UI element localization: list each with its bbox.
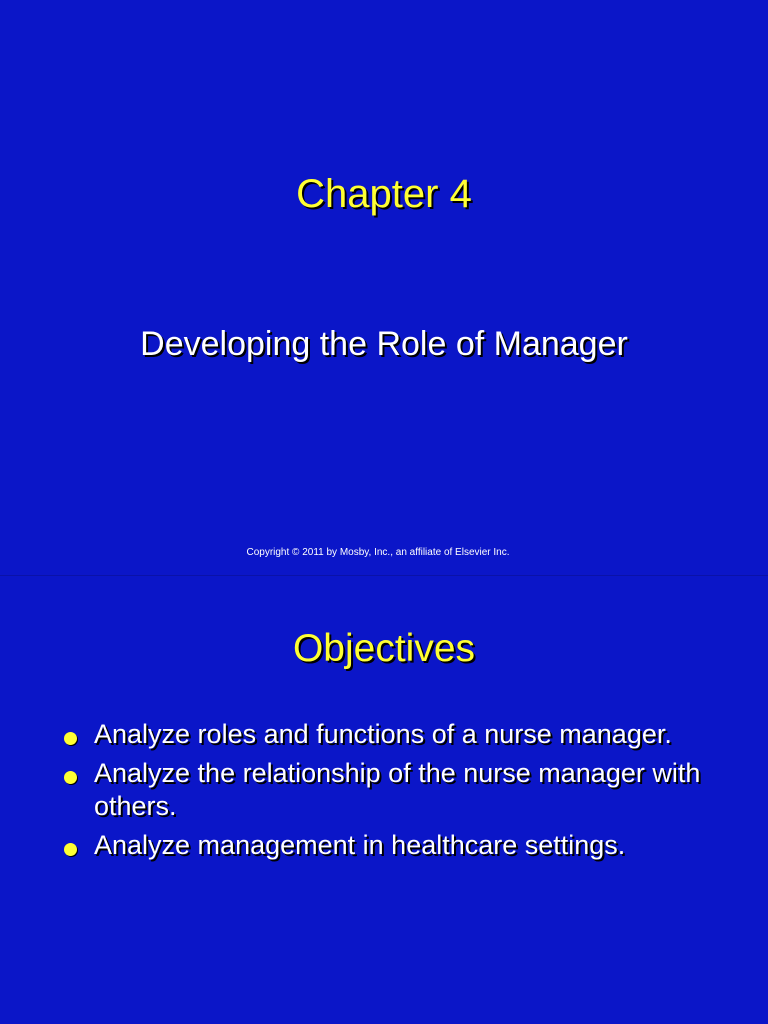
objective-item	[61, 829, 751, 862]
yellow-circle-bullet-icon	[64, 843, 77, 856]
yellow-circle-bullet-icon	[64, 771, 77, 784]
objective-item	[61, 757, 751, 823]
objectives-slide	[0, 576, 768, 1024]
objective-item	[61, 718, 751, 751]
objective-text: Analyze the relationship of the nurse manager with others.	[94, 758, 701, 821]
objective-text: Analyze roles and functions of a nurse manager.	[94, 719, 672, 749]
objectives-list	[61, 718, 751, 868]
yellow-circle-bullet-icon	[64, 732, 77, 745]
chapter-subtitle: Developing the Role of Manager	[140, 325, 628, 363]
objective-text: Analyze management in healthcare settings.	[94, 830, 626, 860]
copyright-text: Copyright © 2011 by Mosby, Inc., an affiliate of Elsevier Inc.	[246, 547, 510, 558]
chapter-title: Chapter 4	[296, 172, 472, 216]
objectives-title: Objectives	[292, 627, 476, 670]
